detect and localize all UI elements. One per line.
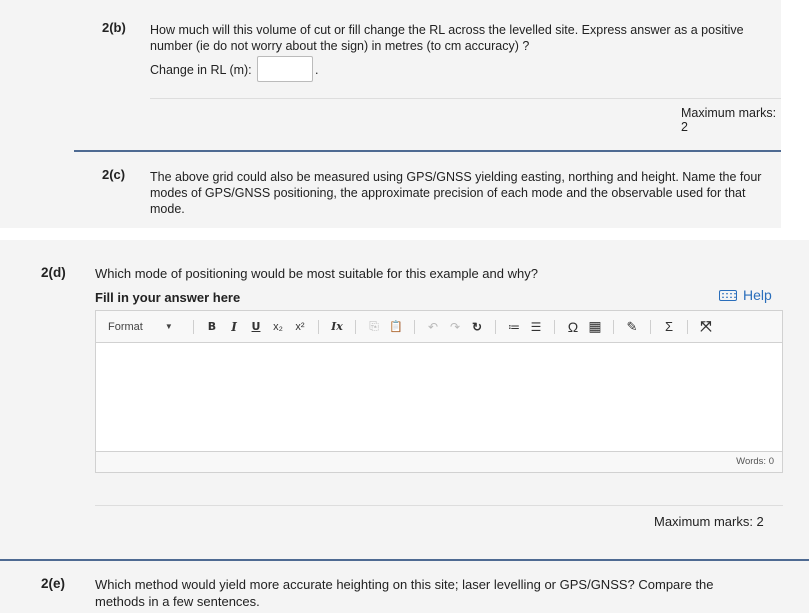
- toolbar-separator: [318, 320, 319, 334]
- toolbar-separator: [495, 320, 496, 334]
- ordered-list-icon[interactable]: ≔: [508, 319, 520, 334]
- question-text-2c-line2: modes of GPS/GNSS positioning, the approximate precision of each mode and the observable used for that: [150, 186, 746, 200]
- change-rl-input[interactable]: [257, 56, 313, 82]
- keyboard-icon: [719, 290, 737, 301]
- divider: [95, 505, 783, 506]
- question-panel-top: [0, 0, 781, 228]
- help-button[interactable]: [719, 287, 772, 303]
- toolbar-separator: [687, 320, 688, 334]
- answer-label: Fill in your answer here: [95, 290, 241, 305]
- question-separator: [74, 150, 781, 152]
- question-text-2c-line3: mode.: [150, 202, 185, 216]
- toolbar-separator: [414, 320, 415, 334]
- question-text-2b-line1: How much will this volume of cut or fill change the RL across the levelled site. Express answer as a positive: [150, 23, 744, 37]
- bold-button[interactable]: B: [207, 320, 217, 333]
- subscript-button[interactable]: x₂: [273, 320, 283, 333]
- toolbar-separator: [355, 320, 356, 334]
- question-number-2d: 2(d): [41, 265, 66, 280]
- chevron-down-icon: ▼: [164, 322, 173, 331]
- table-icon[interactable]: ▦: [588, 318, 602, 334]
- fullscreen-icon[interactable]: ⤧: [700, 318, 712, 334]
- max-marks-2d: Maximum marks: 2: [654, 514, 764, 529]
- bullet-list-icon[interactable]: ☰: [530, 319, 542, 334]
- rich-text-editor: [95, 310, 783, 473]
- editor-toolbar: [96, 311, 782, 343]
- copy-icon[interactable]: ⎘: [369, 319, 379, 333]
- draw-icon[interactable]: ✎: [626, 318, 638, 334]
- undo-icon[interactable]: ↶: [427, 319, 439, 334]
- question-text-2b-line2: number (ie do not worry about the sign) in metres (to cm accuracy) ?: [150, 39, 530, 53]
- format-dropdown[interactable]: [108, 321, 186, 333]
- redo-icon[interactable]: ↷: [449, 319, 461, 334]
- question-text-2c: [150, 169, 781, 217]
- toolbar-separator: [650, 320, 651, 334]
- question-number-2b: 2(b): [102, 20, 126, 35]
- question-separator: [0, 559, 809, 561]
- spellcheck-icon[interactable]: ↻: [471, 319, 483, 334]
- question-text-2e-line1: Which method would yield more accurate heighting on this site; laser levelling or GPS/GNSS? Compare the: [95, 577, 714, 592]
- italic-button[interactable]: I: [231, 319, 237, 334]
- word-count: Words: 0: [96, 451, 782, 472]
- input-suffix-dot: .: [315, 63, 319, 77]
- question-number-2e: 2(e): [41, 576, 66, 591]
- underline-button[interactable]: U: [251, 320, 261, 333]
- question-text-2d: Which mode of positioning would be most suitable for this example and why?: [95, 266, 538, 281]
- remove-format-button[interactable]: Ix: [331, 320, 343, 333]
- question-text-2e: [95, 576, 795, 610]
- format-label: Format: [108, 320, 143, 333]
- max-marks-2b: Maximum marks: 2: [681, 106, 777, 134]
- help-label: Help: [743, 287, 772, 303]
- question-text-2b: [150, 22, 781, 54]
- sum-icon[interactable]: Σ: [664, 319, 674, 334]
- special-character-icon[interactable]: Ω: [567, 318, 579, 335]
- question-number-2c: 2(c): [102, 167, 126, 182]
- superscript-button[interactable]: x²: [295, 320, 305, 333]
- paste-icon[interactable]: 📋: [389, 321, 403, 333]
- toolbar-separator: [554, 320, 555, 334]
- answer-textarea[interactable]: [96, 343, 782, 451]
- divider: [150, 98, 781, 99]
- toolbar-separator: [613, 320, 614, 334]
- question-text-2e-line2: methods in a few sentences.: [95, 594, 260, 609]
- toolbar-separator: [193, 320, 194, 334]
- change-rl-label: Change in RL (m):: [150, 63, 252, 77]
- question-text-2c-line1: The above grid could also be measured using GPS/GNSS yielding easting, northing and height. Name the four: [150, 170, 762, 184]
